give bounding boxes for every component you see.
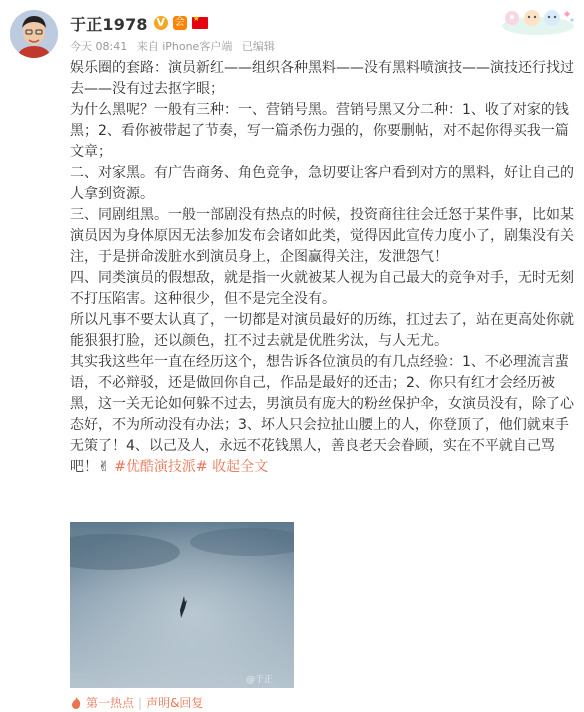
post-paragraph: 所以凡事不要太认真了，一切都是对演员最好的历练，扛过去了，站在更高处你就能狠狠打脸，还以颜色，扛不过去就是优胜劣汰，与人无尤。 [70, 312, 574, 349]
collapse-button[interactable]: 收起全文 [212, 459, 269, 475]
author-name[interactable]: 于正1978 [70, 14, 148, 34]
photo-watermark: @于正 [246, 675, 274, 685]
post-paragraph-last [70, 352, 576, 478]
author-row [70, 12, 208, 34]
footer-separator: | [138, 695, 143, 710]
statement-reply-link[interactable]: 声明&回复 [146, 696, 204, 710]
edited-label[interactable]: 已编辑 [241, 40, 275, 53]
post-time[interactable]: 今天 08:41 [70, 40, 128, 53]
member-badge-icon[interactable]: 会 [174, 17, 185, 28]
hot-topic-icon [70, 697, 82, 709]
china-flag-icon [192, 17, 208, 29]
post-paragraph: 三、同剧组黑。一般一部剧没有热点的时候，投资商往往会迁怒于某件事，比如某演员因为身体原因无法参加发布会诸如此类，觉得因此宣传力度小了，剧集没有关注，于是拼命泼脏水到演员身上，企图赢得关注，发泄怨气！ [70, 207, 574, 265]
post-paragraph: 二、对家黑。有广告商务、角色竞争，急切要让客户看到对方的黑料，好让自己的人拿到资源。 [70, 165, 574, 202]
hashtag-link[interactable]: #优酷演技派# [114, 459, 208, 475]
post-text [70, 58, 576, 478]
post-paragraph: 为什么黑呢？一般有三种：一、营销号黑。营销号黑又分二种：1、收了对家的钱黑；2、看你被带起了节奏，写一篇杀伤力强的，你要删帖，对不起你得买我一篇文章； [70, 102, 569, 160]
post-paragraph: 娱乐圈的套路：演员新红——组织各种黑料——没有黑料喷演技——演技还行找过去——没有过去抠字眼； [70, 60, 574, 97]
post-paragraph: 四、同类演员的假想敌，就是指一火就被某人视为自己最大的竞争对手，无时无刻不打压陷害。这种很少，但不是完全没有。 [70, 270, 574, 307]
post-meta [70, 38, 281, 54]
post-footer [70, 694, 203, 711]
post-paragraph-text: 其实我这些年一直在经历这个，想告诉各位演员的有几点经验：1、不必理流言蜚语，不必辩驳，还是做回你自己，作品是最好的还击；2、你只有红才会经历被黑，这一关无论如何躲不过去，男演员有庞大的粉丝保护伞，女演员没有，除了心态好，不为所动没有办法；3、坏人只会拉扯山腰上的人，你登顶了，他们就束手无策了！4、以己及人，永远不花钱黑人，善良老天会眷顾，实在不平就自己骂吧！ [70, 354, 574, 475]
post-source: 来自 iPhone客户端 [136, 40, 233, 53]
decoration-sticker-icon [498, 6, 578, 36]
verified-badge-icon[interactable]: V [154, 16, 168, 30]
victory-hand-icon: ✌ [98, 459, 110, 475]
post-photo[interactable] [70, 522, 294, 688]
hot-topic-link[interactable]: 第一热点 [86, 696, 135, 710]
avatar[interactable] [10, 10, 58, 58]
